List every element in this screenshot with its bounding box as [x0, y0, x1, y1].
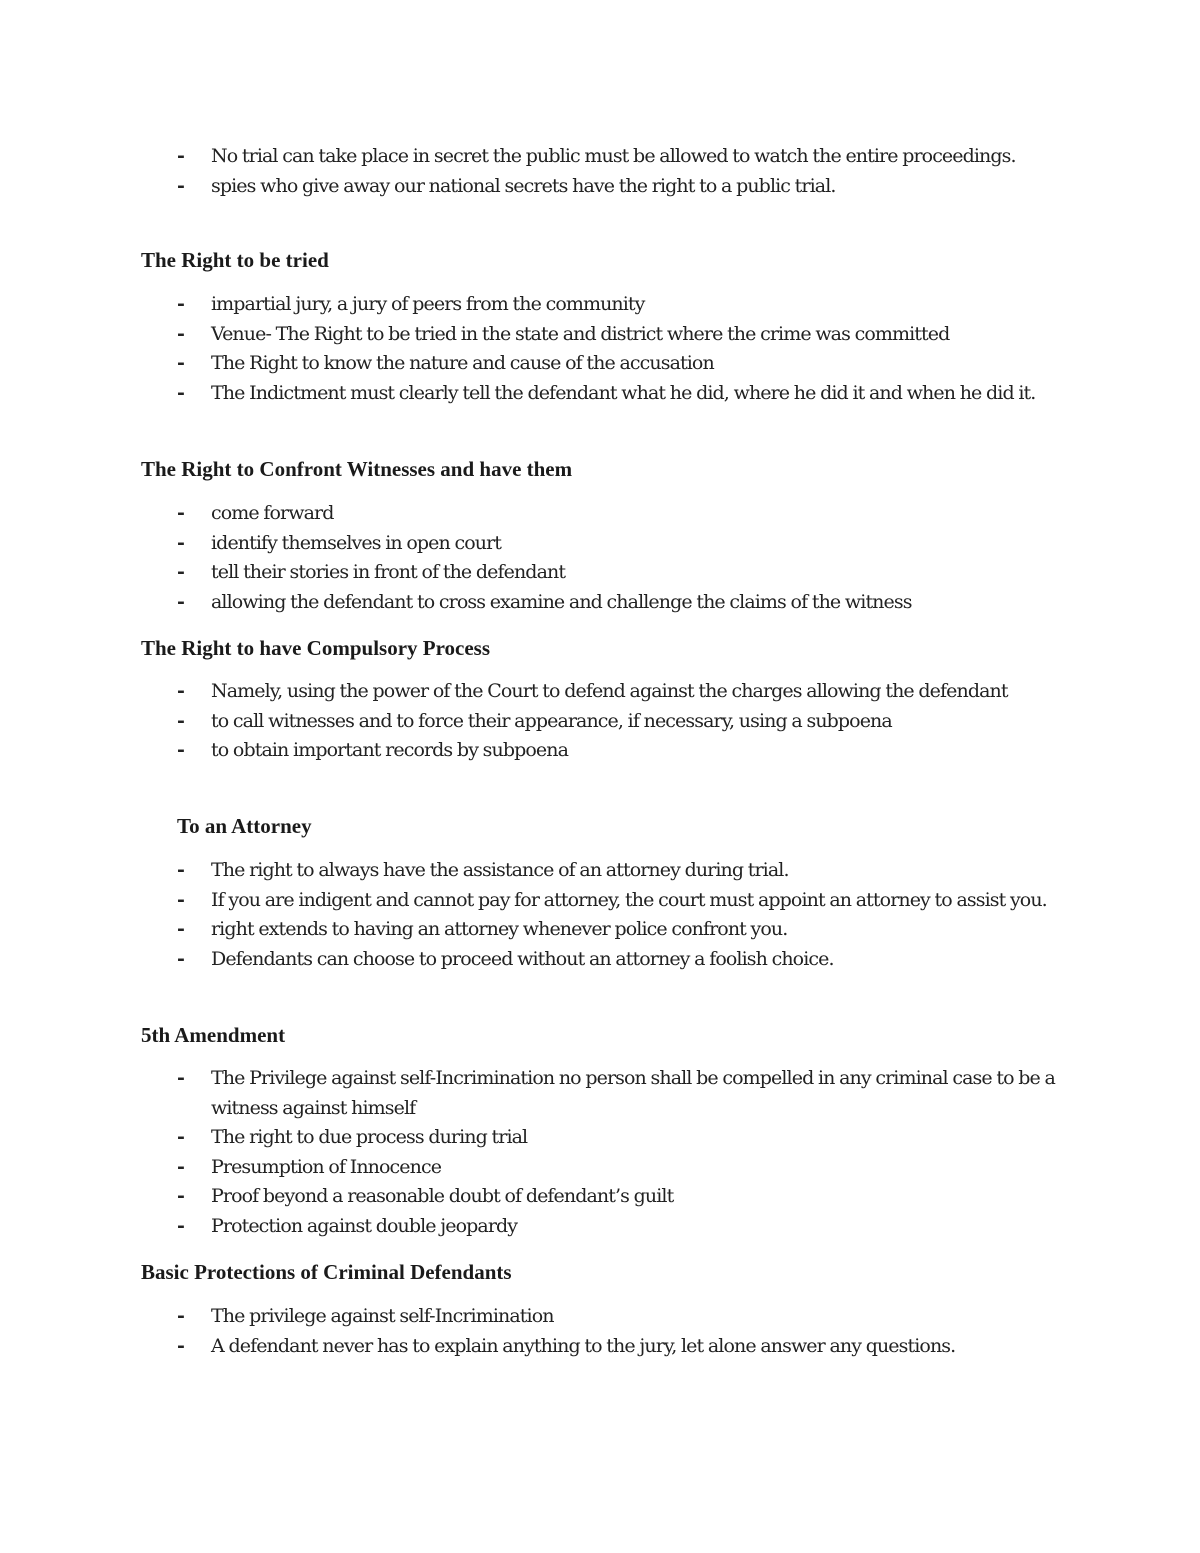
bullet-dash: - [177, 322, 185, 345]
bullet-dash: - [177, 1155, 185, 1178]
list-item: - spies who give away our national secrets have the right to a public trial. [0, 172, 1200, 202]
section-heading: To an Attorney [177, 814, 312, 838]
section-heading: The Right to have Compulsory Process [141, 636, 491, 660]
list-item: - Protection against double jeopardy [0, 1212, 1200, 1242]
bullet-dash: - [177, 1067, 185, 1089]
list-item: - Defendants can choose to proceed without an attorney a foolish choice. [0, 945, 1200, 975]
bullet-list [0, 856, 1200, 974]
bullet-dash: - [177, 561, 185, 584]
bullet-list [0, 1064, 1200, 1242]
list-item: - Namely, using the power of the Court to defend against the charges allowing the defendant [0, 677, 1200, 707]
bullet-dash: - [177, 1214, 185, 1237]
list-item: - right extends to having an attorney whenever police confront you. [0, 915, 1200, 945]
bullet-dash: - [177, 1185, 185, 1208]
bullet-dash: - [177, 918, 185, 941]
list-item: - allowing the defendant to cross examine and challenge the claims of the witness [0, 588, 1200, 618]
list-item: - Presumption of Innocence [0, 1153, 1200, 1183]
bullet-list [0, 142, 1200, 201]
list-item: - The privilege against self-Incrimination [0, 1302, 1200, 1332]
bullet-list [0, 290, 1200, 408]
bullet-dash: - [177, 739, 185, 762]
bullet-list [0, 1302, 1200, 1361]
bullet-dash: - [177, 502, 185, 524]
list-item: - to obtain important records by subpoena [0, 736, 1200, 766]
bullet-list [0, 677, 1200, 766]
section-heading: The Right to be tried [141, 248, 329, 272]
bullet-dash: - [177, 531, 185, 554]
list-item: - come forward [0, 499, 1200, 529]
bullet-dash: - [177, 590, 185, 613]
bullet-list [0, 499, 1200, 617]
bullet-dash: - [177, 680, 185, 702]
list-item: - The Privilege against self-Incrimination no person shall be compelled in any criminal case to be a witness against himself [0, 1064, 1200, 1123]
list-item: - No trial can take place in secret the public must be allowed to watch the entire proceedings. [0, 142, 1200, 172]
list-item: - If you are indigent and cannot pay for attorney, the court must appoint an attorney to assist you. [0, 886, 1200, 916]
list-item: - Venue- The Right to be tried in the state and district where the crime was committed [0, 320, 1200, 350]
bullet-dash: - [177, 174, 185, 197]
list-item: - impartial jury, a jury of peers from the community [0, 290, 1200, 320]
list-item: - to call witnesses and to force their appearance, if necessary, using a subpoena [0, 707, 1200, 737]
list-item: - tell their stories in front of the defendant [0, 558, 1200, 588]
bullet-dash: - [177, 1334, 185, 1357]
bullet-dash: - [177, 293, 185, 315]
bullet-dash: - [177, 1126, 185, 1149]
bullet-dash: - [177, 352, 185, 375]
bullet-dash: - [177, 145, 185, 167]
bullet-dash: - [177, 947, 185, 970]
list-item: - The right to always have the assistance of an attorney during trial. [0, 856, 1200, 886]
list-item: - Proof beyond a reasonable doubt of defendant’s guilt [0, 1182, 1200, 1212]
list-item: - identify themselves in open court [0, 529, 1200, 559]
list-item: - The Indictment must clearly tell the defendant what he did, where he did it and when he did it. [0, 379, 1200, 409]
bullet-dash: - [177, 888, 185, 911]
list-item: - The Right to know the nature and cause of the accusation [0, 349, 1200, 379]
bullet-dash: - [177, 381, 185, 404]
section-heading: Basic Protections of Criminal Defendants [141, 1260, 512, 1284]
list-item: - A defendant never has to explain anything to the jury, let alone answer any questions. [0, 1332, 1200, 1362]
section-heading: The Right to Confront Witnesses and have them [141, 457, 573, 481]
section-heading: 5th Amendment [141, 1023, 286, 1047]
bullet-dash: - [177, 709, 185, 732]
bullet-dash: - [177, 859, 185, 881]
list-item: - The right to due process during trial [0, 1123, 1200, 1153]
bullet-dash: - [177, 1305, 185, 1327]
